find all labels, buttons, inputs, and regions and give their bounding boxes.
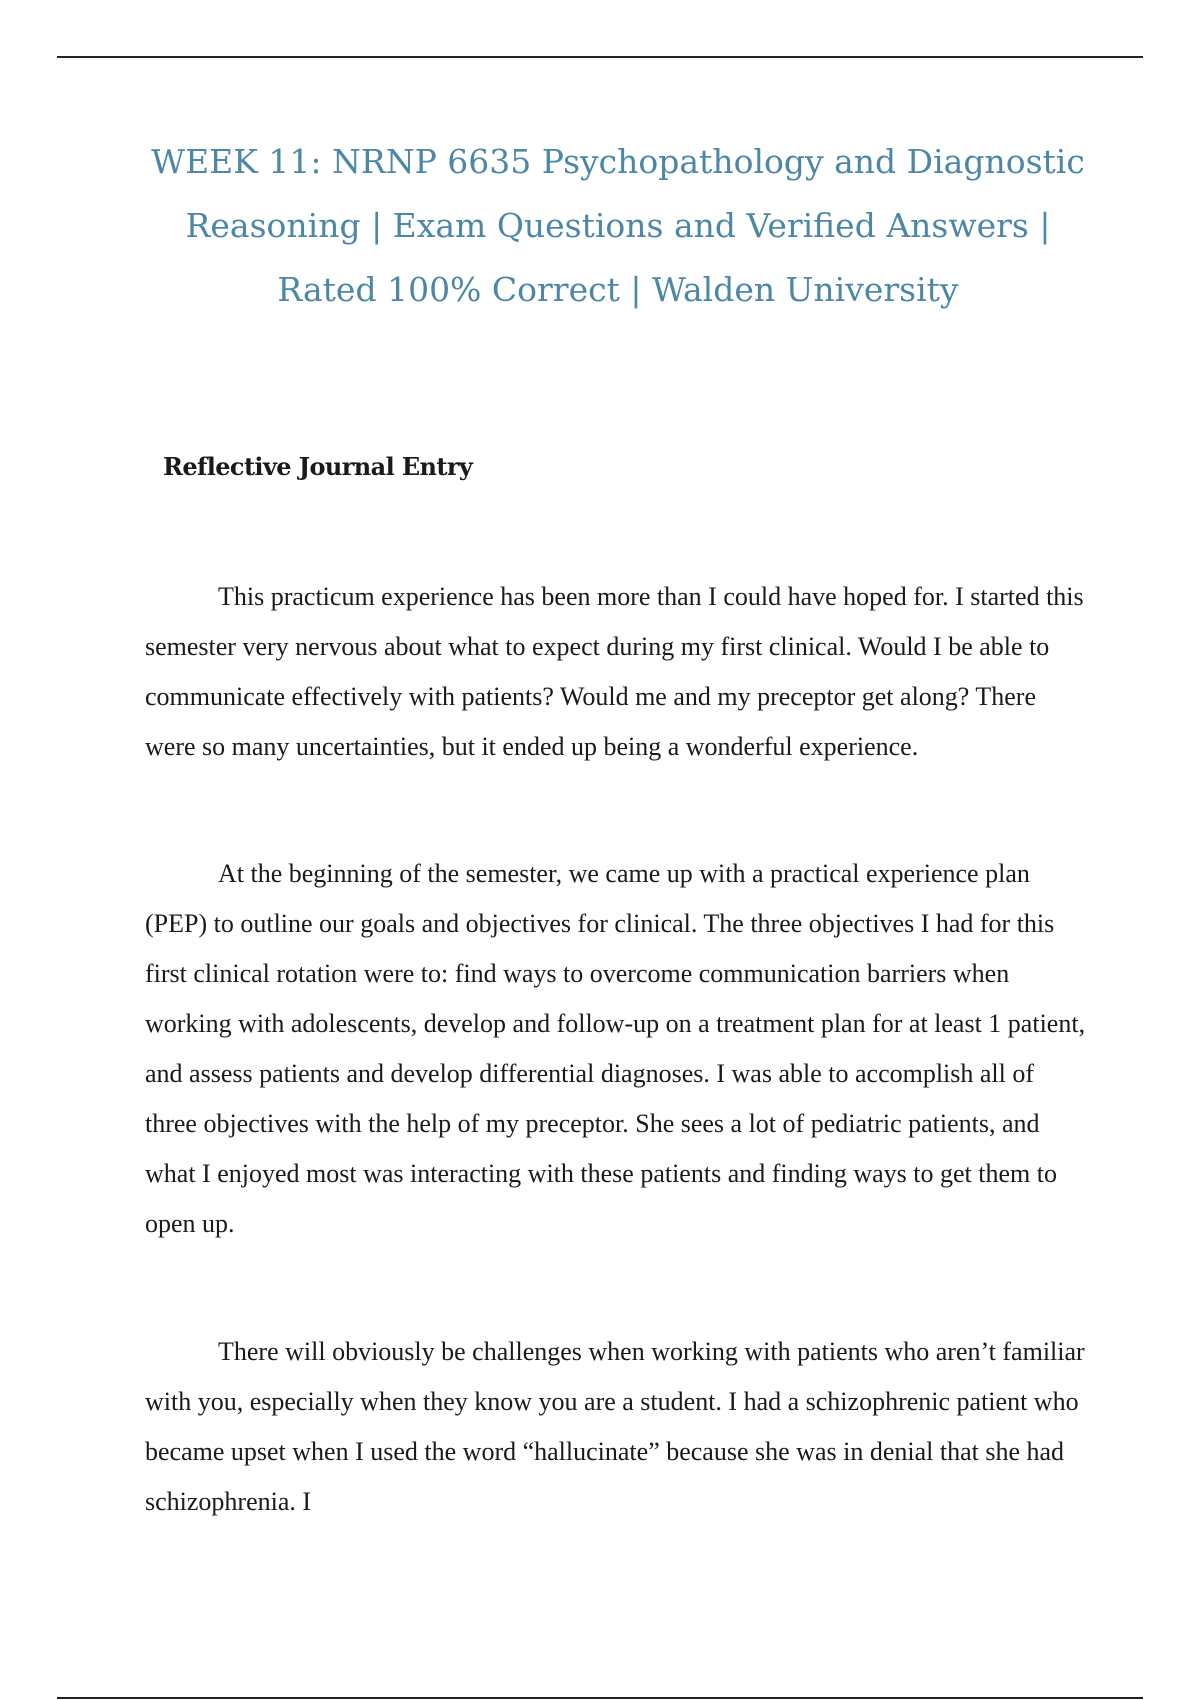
paragraph-2: At the beginning of the semester, we came up with a practical experience plan (PEP) to outline our goals and objectives for clinical. The three objectives I had for this first clinical rotation were to: find ways to overcome communication barriers when working with adolescents, develop and follow-up on a treatment plan for at least 1 patient, and assess patients and develop differential diagnoses. I was able to accomplish all of three objectives with the help of my preceptor. She sees a lot of pediatric patients, and what I enjoyed most was interacting with these patients and finding ways to get them to open up. <box>145 859 1086 1238</box>
section-heading: Reflective Journal Entry <box>163 452 473 481</box>
header-rule <box>57 56 1143 58</box>
paragraph-3: There will obviously be challenges when working with patients who aren’t familiar with you, especially when they know you are a student. I had a schizophrenic patient who became upset when I used the word “hallucinate” because she was in denial that she had schizophrenia. I <box>145 1337 1085 1516</box>
paragraph-1: This practicum experience has been more than I could have hoped for. I started this semester very nervous about what to expect during my first clinical. Would I be able to communicate effectively with patients? Would me and my preceptor get along? There were so many uncertainties, but it ended up being a wonderful experience. <box>145 582 1084 761</box>
footer-rule <box>57 1697 1143 1699</box>
document-title: WEEK 11: NRNP 6635 Psychopathology and Diagnostic Reasoning | Exam Questions and Verified Answers | Rated 100% Correct | Walden University <box>151 142 1085 309</box>
